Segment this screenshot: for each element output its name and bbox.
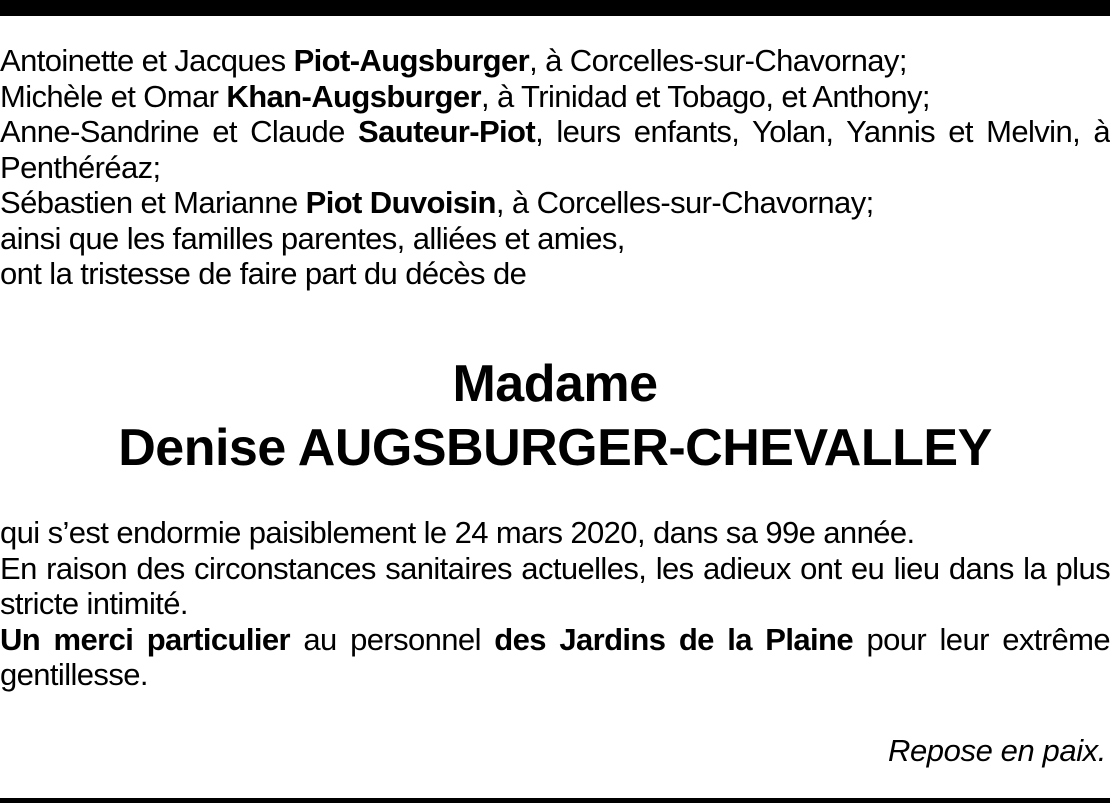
family-announcement [0, 43, 1110, 292]
thanks-line [0, 622, 1110, 693]
family-line-text: , à Trinidad et Tobago, et Anthony; [480, 78, 930, 114]
family-line [0, 185, 1110, 221]
family-line-text: Sébastien et Marianne [0, 185, 306, 220]
family-line [0, 114, 1110, 185]
deceased-full-name: Denise AUGSBURGER-CHEVALLEY [118, 419, 992, 477]
thanks-emphasis: Un merci particulier [0, 621, 290, 657]
family-line-text: , à Corcelles-sur-Chavornay; [529, 43, 907, 78]
family-surname: Khan-Augsburger [226, 78, 481, 114]
family-surname: Piot-Augsburger [293, 43, 530, 78]
family-line-text: Antoinette et Jacques [0, 43, 294, 78]
top-border-rule [0, 0, 1110, 16]
family-line [0, 43, 1110, 79]
closing-phrase: Repose en paix. [887, 733, 1106, 768]
announce-line: ont la tristesse de faire part du décès de [0, 256, 527, 291]
thanks-text: pour leur extrême gentillesse. [0, 621, 1110, 692]
bottom-border-rule [0, 798, 1110, 803]
family-surname: Sauteur-Piot [358, 114, 536, 149]
death-line: qui s’est endormie paisiblement le 24 mars 2020, dans sa 99e année. [0, 515, 915, 550]
thanks-institution: des Jardins de la Plaine [494, 621, 854, 657]
farewell-line: En raison des circonstances sanitaires actuelles, les adieux ont eu lieu dans la plus stricte intimité. [0, 550, 1110, 621]
notice-body [0, 515, 1110, 693]
thanks-text: au personnel [289, 621, 495, 657]
family-line [0, 79, 1110, 115]
family-line-text: , à Corcelles-sur-Chavornay; [495, 185, 874, 220]
family-line-text: , leurs enfants, Yolan, Yannis et Melvin, à Penthéréaz; [0, 114, 1110, 185]
deceased-title: Madame [452, 355, 658, 413]
deceased-name-heading [0, 352, 1110, 480]
relatives-line: ainsi que les familles parentes, alliées et amies, [0, 220, 625, 256]
family-surname: Piot Duvoisin [305, 185, 496, 220]
family-line-text: Michèle et Omar [0, 78, 227, 114]
family-line-text: Anne-Sandrine et Claude [0, 114, 359, 149]
